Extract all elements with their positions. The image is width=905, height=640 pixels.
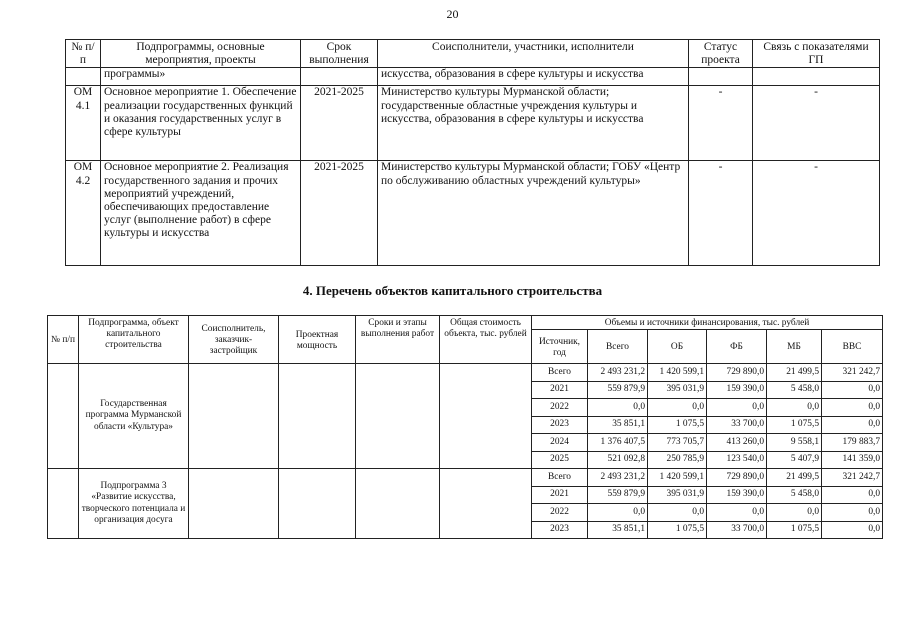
cell-total: 35 851,1	[588, 416, 648, 434]
header-period: Срок выполнения	[301, 40, 378, 68]
cell-vvs: 0,0	[822, 504, 883, 522]
table-row	[66, 86, 880, 161]
cell-status: -	[689, 161, 753, 266]
table-row	[48, 469, 883, 487]
header-total: Всего	[588, 330, 648, 364]
cell-vvs: 0,0	[822, 399, 883, 417]
cell-executors: искусства, образования в сфере культуры и искусства	[378, 68, 689, 86]
header-funding-group: Объемы и источники финансирования, тыс. рублей	[532, 316, 883, 330]
cell-total: 1 376 407,5	[588, 434, 648, 452]
cell-ob: 1 420 599,1	[648, 364, 707, 382]
cell-terms	[356, 469, 440, 539]
cell-source: 2024	[532, 434, 588, 452]
cell-cost	[440, 364, 532, 469]
cell-terms	[356, 364, 440, 469]
capital-construction-table	[47, 315, 883, 539]
cell-mb: 21 499,5	[767, 469, 822, 487]
cell-total: 559 879,9	[588, 381, 648, 399]
cell-mb: 5 458,0	[767, 381, 822, 399]
cell-num: ОМ 4.1	[66, 86, 101, 161]
cell-capacity	[279, 364, 356, 469]
cell-fb: 413 260,0	[707, 434, 767, 452]
cell-num	[66, 68, 101, 86]
header-executors: Соисполнители, участники, исполнители	[378, 40, 689, 68]
header-vvs: ВВС	[822, 330, 883, 364]
cell-mb: 0,0	[767, 399, 822, 417]
cell-vvs: 0,0	[822, 521, 883, 539]
cell-fb: 729 890,0	[707, 364, 767, 382]
cell-fb: 159 390,0	[707, 381, 767, 399]
cell-object-name: Государственная программа Мурманской области «Культура»	[79, 364, 189, 469]
cell-fb: 159 390,0	[707, 486, 767, 504]
cell-mb: 5 407,9	[767, 451, 822, 469]
header-source: Источник, год	[532, 330, 588, 364]
cell-fb: 729 890,0	[707, 469, 767, 487]
cell-measure: Основное мероприятие 1. Обеспечение реализации государственных функций и оказания государственных услуг в сфере культуры	[101, 86, 301, 161]
cell-fb: 33 700,0	[707, 416, 767, 434]
page-number: 20	[446, 7, 459, 21]
header-num: № п/п	[66, 40, 101, 68]
cell-mb: 9 558,1	[767, 434, 822, 452]
cell-num	[48, 469, 79, 539]
cell-source: 2022	[532, 399, 588, 417]
cell-period: 2021-2025	[301, 86, 378, 161]
cell-total: 35 851,1	[588, 521, 648, 539]
header-cost: Общая стоимость объекта, тыс. рублей	[440, 316, 532, 364]
cell-ob: 1 420 599,1	[648, 469, 707, 487]
cell-vvs: 321 242,7	[822, 469, 883, 487]
table-row	[66, 161, 880, 266]
cell-period	[301, 68, 378, 86]
cell-ob: 773 705,7	[648, 434, 707, 452]
cell-period: 2021-2025	[301, 161, 378, 266]
table-row	[48, 364, 883, 382]
cell-source: 2021	[532, 486, 588, 504]
header-measures: Подпрограммы, основные мероприятия, проекты	[101, 40, 301, 68]
header-num: № п/п	[48, 316, 79, 364]
cell-fb: 123 540,0	[707, 451, 767, 469]
cell-vvs: 321 242,7	[822, 364, 883, 382]
cell-fb: 0,0	[707, 504, 767, 522]
cell-source: Всего	[532, 364, 588, 382]
cell-capacity	[279, 469, 356, 539]
cell-executors: Министерство культуры Мурманской области; ГОБУ «Центр по обслуживанию областных учреждений культуры»	[378, 161, 689, 266]
cell-vvs: 0,0	[822, 381, 883, 399]
program-measures-table	[65, 39, 880, 266]
cell-total: 0,0	[588, 504, 648, 522]
cell-executors: Министерство культуры Мурманской области; государственные областные учреждения культуры и искусства, образования в сфере культуры и искусства	[378, 86, 689, 161]
cell-total: 0,0	[588, 399, 648, 417]
cell-mb: 1 075,5	[767, 416, 822, 434]
cell-source: 2021	[532, 381, 588, 399]
header-capacity: Проектная мощность	[279, 316, 356, 364]
cell-ob: 0,0	[648, 399, 707, 417]
table-header-row	[48, 316, 883, 330]
cell-mb: 1 075,5	[767, 521, 822, 539]
header-object: Подпрограмма, объект капитального строительства	[79, 316, 189, 364]
cell-num: ОМ 4.2	[66, 161, 101, 266]
cell-status	[689, 68, 753, 86]
cell-vvs: 179 883,7	[822, 434, 883, 452]
section-title: 4. Перечень объектов капитального строительства	[302, 283, 603, 298]
cell-ob: 0,0	[648, 504, 707, 522]
cell-ob: 395 031,9	[648, 486, 707, 504]
cell-total: 559 879,9	[588, 486, 648, 504]
cell-source: Всего	[532, 469, 588, 487]
header-ob: ОБ	[648, 330, 707, 364]
cell-measure: программы»	[101, 68, 301, 86]
header-mb: МБ	[767, 330, 822, 364]
cell-fb: 33 700,0	[707, 521, 767, 539]
header-link: Связь с показателями ГП	[753, 40, 880, 68]
cell-status: -	[689, 86, 753, 161]
header-fb: ФБ	[707, 330, 767, 364]
cell-contractor	[189, 469, 279, 539]
cell-num	[48, 364, 79, 469]
cell-mb: 0,0	[767, 504, 822, 522]
cell-ob: 395 031,9	[648, 381, 707, 399]
cell-vvs: 141 359,0	[822, 451, 883, 469]
cell-measure: Основное мероприятие 2. Реализация государственного задания и прочих мероприятий учреждений, обеспечивающих предоставление услуг (выполнение работ) в сфере культуры и искусства	[101, 161, 301, 266]
cell-contractor	[189, 364, 279, 469]
cell-fb: 0,0	[707, 399, 767, 417]
cell-mb: 21 499,5	[767, 364, 822, 382]
header-contractor: Соисполнитель, заказчик-застройщик	[189, 316, 279, 364]
cell-source: 2023	[532, 521, 588, 539]
header-status: Статус проекта	[689, 40, 753, 68]
cell-vvs: 0,0	[822, 416, 883, 434]
cell-link: -	[753, 86, 880, 161]
cell-cost	[440, 469, 532, 539]
cell-ob: 1 075,5	[648, 521, 707, 539]
table-row	[66, 68, 880, 86]
cell-link	[753, 68, 880, 86]
cell-object-name: Подпрограмма 3 «Развитие искусства, творческого потенциала и организация досуга	[79, 469, 189, 539]
cell-source: 2025	[532, 451, 588, 469]
cell-total: 2 493 231,2	[588, 364, 648, 382]
cell-total: 2 493 231,2	[588, 469, 648, 487]
cell-link: -	[753, 161, 880, 266]
cell-vvs: 0,0	[822, 486, 883, 504]
table-header-row	[66, 40, 880, 68]
cell-mb: 5 458,0	[767, 486, 822, 504]
cell-total: 521 092,8	[588, 451, 648, 469]
cell-source: 2023	[532, 416, 588, 434]
cell-source: 2022	[532, 504, 588, 522]
header-terms: Сроки и этапы выполнения работ	[356, 316, 440, 364]
cell-ob: 250 785,9	[648, 451, 707, 469]
cell-ob: 1 075,5	[648, 416, 707, 434]
